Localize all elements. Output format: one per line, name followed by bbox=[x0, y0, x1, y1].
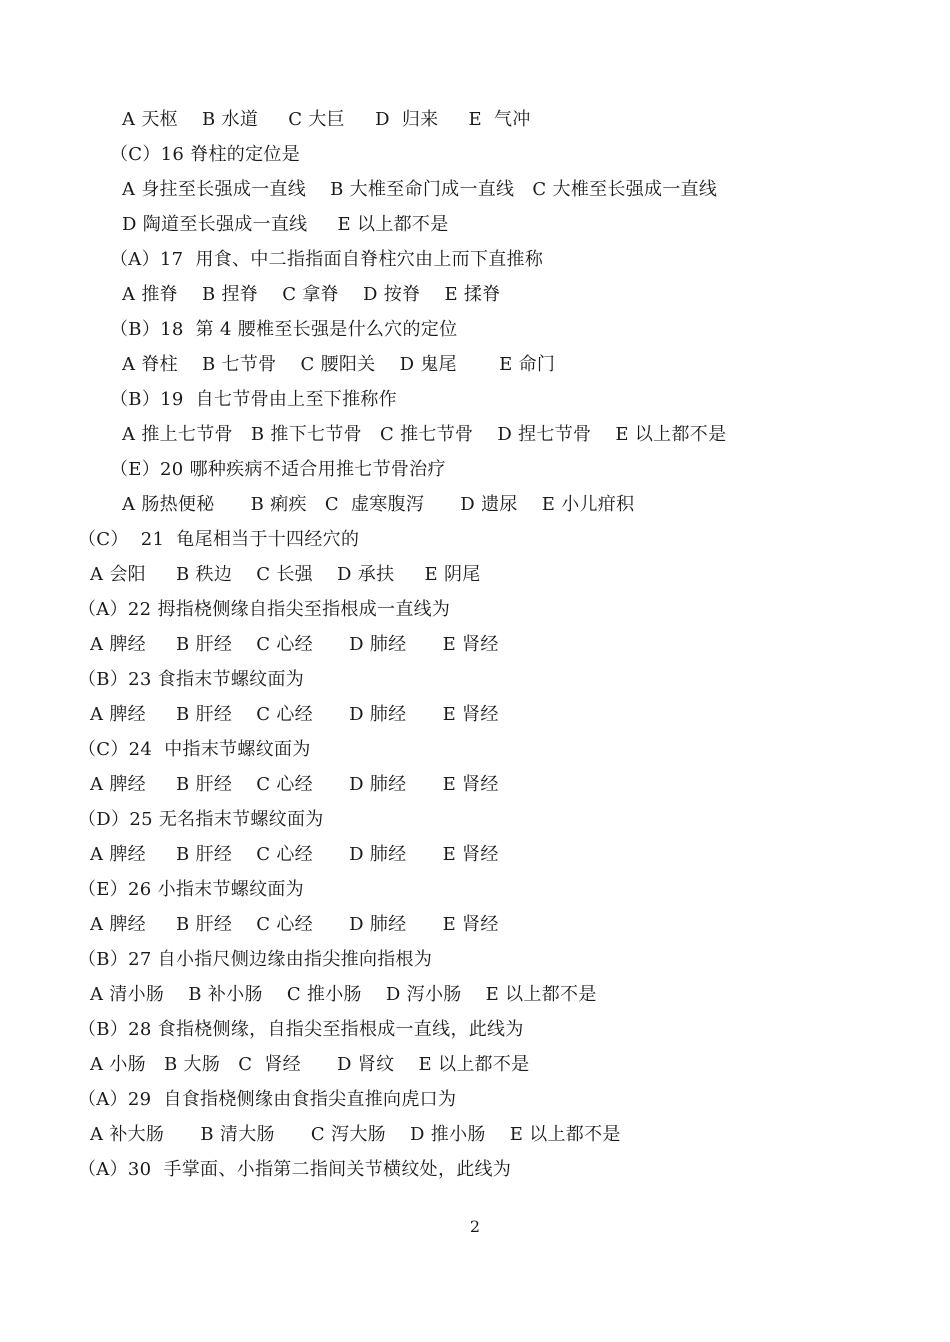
q25-options: A 脾经 B 肝经 C 心经 D 肺经 E 肾经 bbox=[90, 844, 499, 865]
q27-question: （B）27 自小指尺侧边缘由指尖推向指根为 bbox=[78, 949, 433, 970]
q19-options: A 推上七节骨 B 推下七节骨 C 推七节骨 D 捏七节骨 E 以上都不是 bbox=[122, 424, 727, 445]
q21-question: （C） 21 龟尾相当于十四经穴的 bbox=[78, 529, 360, 550]
q26-options: A 脾经 B 肝经 C 心经 D 肺经 E 肾经 bbox=[90, 914, 499, 935]
q20-question: （E）20 哪种疾病不适合用推七节骨治疗 bbox=[110, 459, 446, 480]
q29-options: A 补大肠 B 清大肠 C 泻大肠 D 推小肠 E 以上都不是 bbox=[90, 1124, 621, 1145]
q24-question: （C）24 中指末节螺纹面为 bbox=[78, 739, 311, 760]
q30-question: （A）30 手掌面、小指第二指间关节横纹处，此线为 bbox=[78, 1159, 512, 1180]
q20-options: A 肠热便秘 B 痢疾 C 虚寒腹泻 D 遗尿 E 小儿疳积 bbox=[122, 494, 635, 515]
q16-options-2: D 陶道至长强成一直线 E 以上都不是 bbox=[122, 214, 449, 235]
q22-question: （A）22 拇指桡侧缘自指尖至指根成一直线为 bbox=[78, 599, 451, 620]
q16-options-1: A 身拄至长强成一直线 B 大椎至命门成一直线 C 大椎至长强成一直线 bbox=[122, 179, 718, 200]
q18-question: （B）18 第 4 腰椎至长强是什么穴的定位 bbox=[110, 319, 458, 340]
q18-options: A 脊柱 B 七节骨 C 腰阳关 D 鬼尾 E 命门 bbox=[122, 354, 556, 375]
q23-question: （B）23 食指末节螺纹面为 bbox=[78, 669, 305, 690]
q17-options: A 推脊 B 捏脊 C 拿脊 D 按脊 E 揉脊 bbox=[122, 284, 501, 305]
q23-options: A 脾经 B 肝经 C 心经 D 肺经 E 肾经 bbox=[90, 704, 499, 725]
q28-options: A 小肠 B 大肠 C 肾经 D 肾纹 E 以上都不是 bbox=[90, 1054, 530, 1075]
q24-options: A 脾经 B 肝经 C 心经 D 肺经 E 肾经 bbox=[90, 774, 499, 795]
q22-options: A 脾经 B 肝经 C 心经 D 肺经 E 肾经 bbox=[90, 634, 499, 655]
q19-question: （B）19 自七节骨由上至下推称作 bbox=[110, 389, 397, 410]
q15-options: A 天枢 B 水道 C 大巨 D 归来 E 气冲 bbox=[122, 109, 531, 130]
q27-options: A 清小肠 B 补小肠 C 推小肠 D 泻小肠 E 以上都不是 bbox=[90, 984, 597, 1005]
q29-question: （A）29 自食指桡侧缘由食指尖直推向虎口为 bbox=[78, 1089, 457, 1110]
q17-question: （A）17 用食、中二指指面自脊柱穴由上而下直推称 bbox=[110, 249, 544, 270]
q25-question: （D）25 无名指末节螺纹面为 bbox=[78, 809, 324, 830]
q21-options: A 会阳 B 秩边 C 长强 D 承扶 E 阴尾 bbox=[90, 564, 481, 585]
q26-question: （E）26 小指末节螺纹面为 bbox=[78, 879, 304, 900]
q28-question: （B）28 食指桡侧缘，自指尖至指根成一直线，此线为 bbox=[78, 1019, 524, 1040]
q16-question: （C）16 脊柱的定位是 bbox=[110, 144, 300, 165]
page-number: 2 bbox=[469, 1217, 481, 1236]
